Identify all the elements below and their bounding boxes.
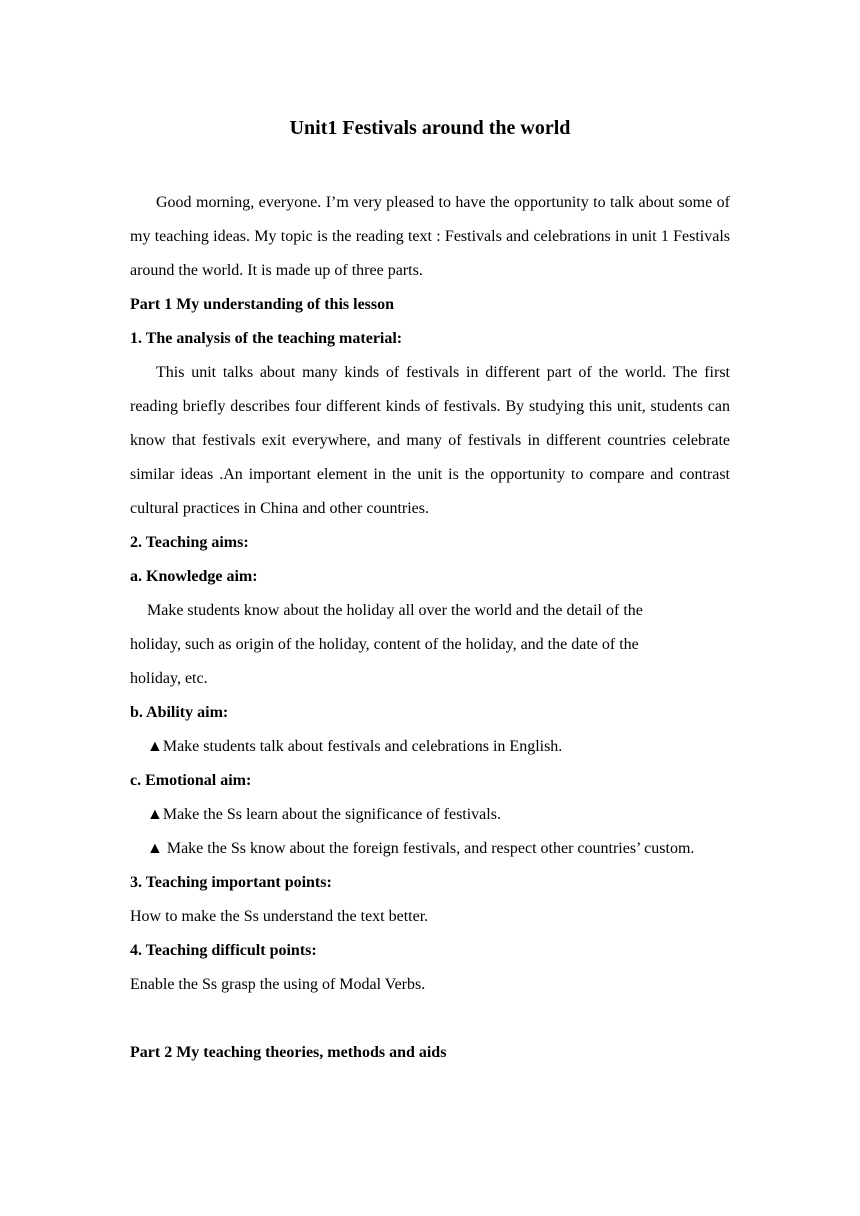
analysis-heading: 1. The analysis of the teaching material: <box>130 330 403 347</box>
important-points-text: How to make the Ss understand the text better. <box>130 908 429 925</box>
emotional-aim-heading: c. Emotional aim: <box>130 772 252 789</box>
emotional-aim-item-2: ▲ Make the Ss know about the foreign festivals, and respect other countries’ custom. <box>147 840 695 857</box>
difficult-points-text: Enable the Ss grasp the using of Modal Verbs. <box>130 976 426 993</box>
analysis-paragraph: This unit talks about many kinds of festivals in different part of the world. The first reading briefly describes four different kinds of festivals. By studying this unit, students can know that festivals exit everywhere, and many of festivals in different countries celebrate similar ideas .An important element in the unit is the opportunity to compare and contrast cultural practices in China and other countries. <box>130 364 730 517</box>
important-points-heading: 3. Teaching important points: <box>130 874 332 891</box>
document-title: Unit1 Festivals around the world <box>289 117 571 139</box>
difficult-points-heading: 4. Teaching difficult points: <box>130 942 317 959</box>
knowledge-aim-line-1: Make students know about the holiday all over the world and the detail of the <box>147 602 643 619</box>
part2-heading: Part 2 My teaching theories, methods and aids <box>130 1044 447 1061</box>
teaching-aims-heading: 2. Teaching aims: <box>130 534 249 551</box>
ability-aim-item: ▲Make students talk about festivals and celebrations in English. <box>147 738 563 755</box>
emotional-aim-item-1: ▲Make the Ss learn about the significance of festivals. <box>147 806 501 823</box>
knowledge-aim-line-2: holiday, such as origin of the holiday, content of the holiday, and the date of the <box>130 636 639 653</box>
blank-line <box>130 1002 730 1036</box>
document-body <box>130 186 730 1070</box>
knowledge-aim-line-3: holiday, etc. <box>130 670 208 687</box>
knowledge-aim-heading: a. Knowledge aim: <box>130 568 258 585</box>
intro-paragraph: Good morning, everyone. I’m very pleased to have the opportunity to talk about some of my teaching ideas. My topic is the reading text : Festivals and celebrations in unit 1 Festivals around the world. It is made up of three parts. <box>130 194 730 279</box>
part1-heading: Part 1 My understanding of this lesson <box>130 296 395 313</box>
ability-aim-heading: b. Ability aim: <box>130 704 229 721</box>
